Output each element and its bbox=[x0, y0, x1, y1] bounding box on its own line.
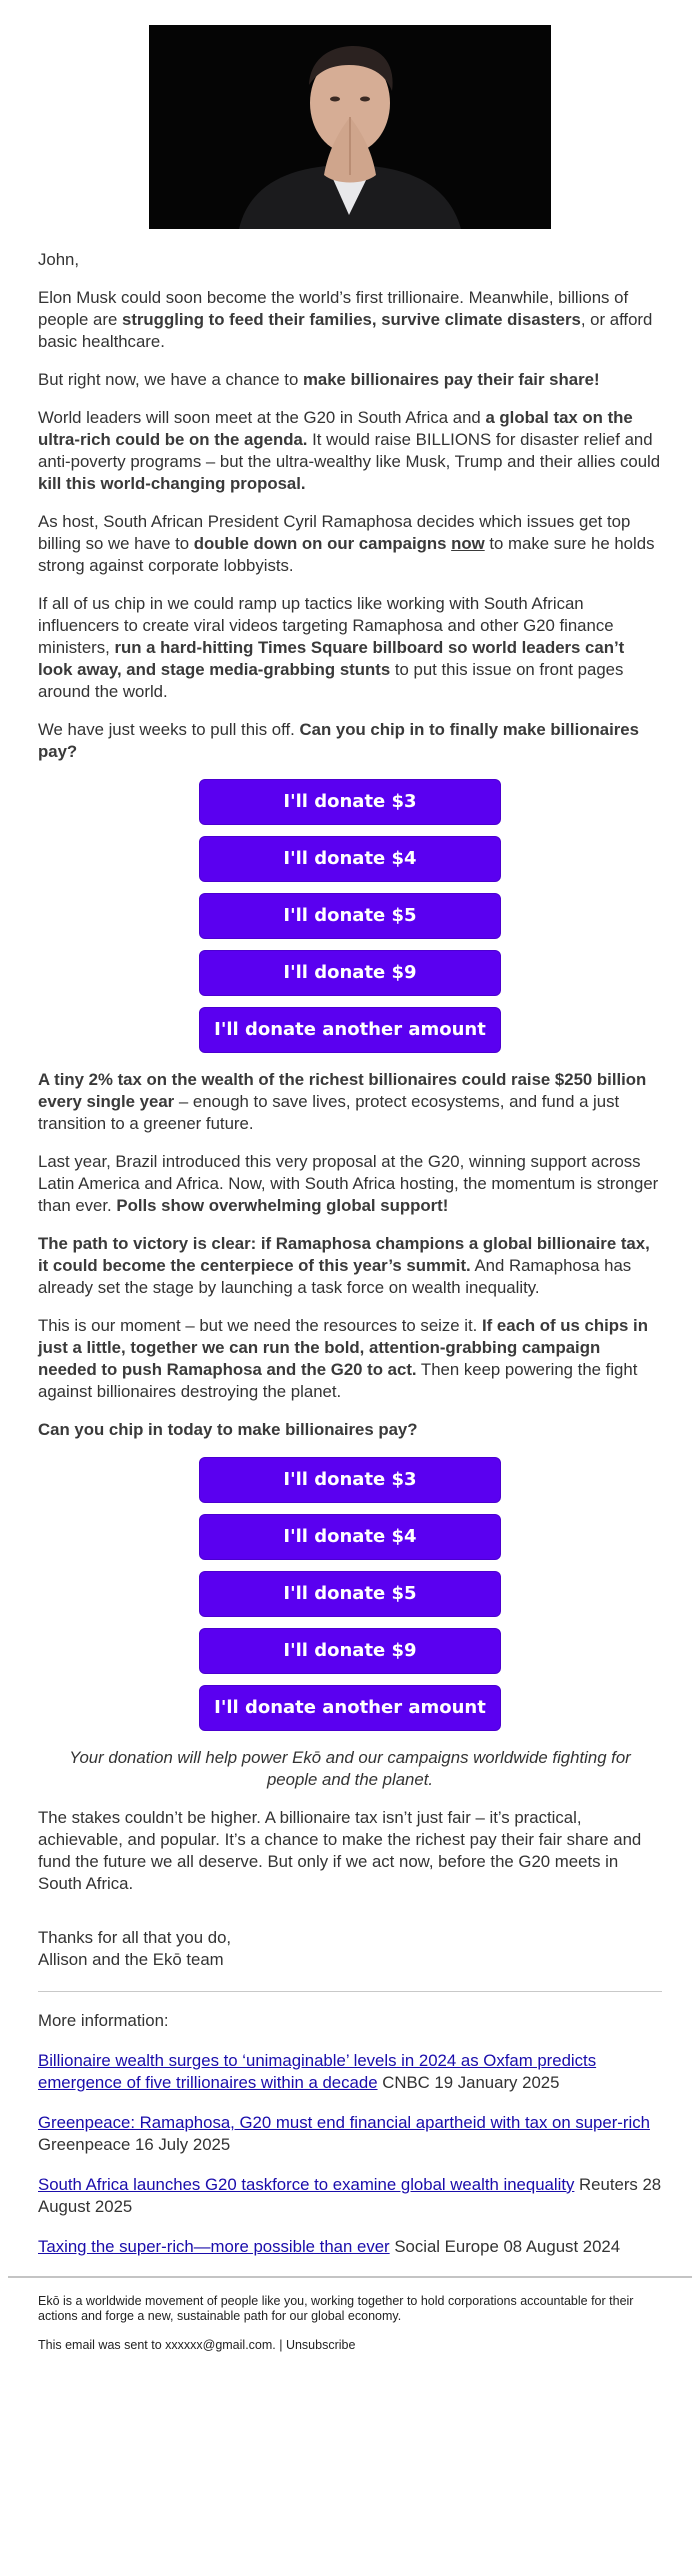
reference-link[interactable]: Billionaire wealth surges to ‘unimaginable’ levels in 2024 as Oxfam predicts emergence of five trillionaires within a decade bbox=[38, 2051, 597, 2092]
signoff-line-1: Thanks for all that you do, bbox=[38, 1928, 232, 1947]
paragraph-5: If all of us chip in we could ramp up tactics like working with South African influencers to create viral videos targeting Ramaphosa and other G20 finance ministers, run a hard-hitting Times Square billboard so world leaders can’t look away, and stage media-grabbing stunts to put this issue on front pages around the world. bbox=[38, 594, 625, 701]
reference-source: Social Europe 08 August 2024 bbox=[389, 2237, 621, 2256]
reference-link[interactable]: Greenpeace: Ramaphosa, G20 must end financial apartheid with tax on super-rich bbox=[38, 2113, 650, 2132]
signoff-line-2: Allison and the Ekō team bbox=[38, 1950, 224, 1969]
paragraph-6: We have just weeks to pull this off. Can you chip in to finally make billionaires pay? bbox=[38, 720, 639, 761]
reference-item bbox=[38, 2236, 662, 2258]
reference-link[interactable]: South Africa launches G20 taskforce to examine global wealth inequality bbox=[38, 2175, 575, 2194]
donate-other-button[interactable]: I'll donate another amount bbox=[199, 1007, 501, 1053]
donate-5-button[interactable]: I'll donate $5 bbox=[199, 1571, 501, 1617]
reference-source: CNBC 19 January 2025 bbox=[377, 2073, 560, 2092]
donate-buttons-group-2 bbox=[38, 1457, 662, 1731]
donate-9-button[interactable]: I'll donate $9 bbox=[199, 1628, 501, 1674]
reference-link[interactable]: Taxing the super-rich—more possible than ever bbox=[38, 2237, 390, 2256]
donate-4-button[interactable]: I'll donate $4 bbox=[199, 1514, 501, 1560]
donate-5-button[interactable]: I'll donate $5 bbox=[199, 893, 501, 939]
paragraph-11: Can you chip in today to make billionaires pay? bbox=[38, 1420, 418, 1439]
paragraph-7: A tiny 2% tax on the wealth of the richest billionaires could raise $250 billion every single year – enough to save lives, protect ecosystems, and fund a just transition to a greener future. bbox=[38, 1070, 647, 1133]
paragraph-10: This is our moment – but we need the resources to seize it. If each of us chips in just a little, together we can run the bold, attention-grabbing campaign needed to push Ramaphosa and the G20 to act. Then keep powering the fight against billionaires destroying the planet. bbox=[38, 1316, 648, 1401]
hero-photo bbox=[149, 25, 551, 229]
reference-source: Greenpeace 16 July 2025 bbox=[38, 2135, 231, 2154]
reference-item bbox=[38, 2112, 662, 2156]
paragraph-9: The path to victory is clear: if Ramaphosa champions a global billionaire tax, it could become the centerpiece of this year’s summit. And Ramaphosa has already set the stage by launching a task force on wealth inequality. bbox=[38, 1234, 650, 1297]
more-info-links bbox=[38, 2050, 662, 2258]
footer bbox=[0, 2278, 700, 2397]
unsubscribe-link[interactable]: Unsubscribe bbox=[285, 2338, 356, 2352]
paragraph-3: World leaders will soon meet at the G20 in South Africa and a global tax on the ultra-rich could be on the agenda. It would raise BILLIONS for disaster relief and anti-poverty programs – but the ultra-wealthy like Musk, Trump and their allies could kill this world-changing proposal. bbox=[38, 408, 661, 493]
donate-4-button[interactable]: I'll donate $4 bbox=[199, 836, 501, 882]
paragraph-8: Last year, Brazil introduced this very proposal at the G20, winning support across Latin America and Africa. Now, with South Africa hosting, the momentum is stronger than ever. Polls show overwhelming global support! bbox=[38, 1152, 659, 1215]
donate-other-button[interactable]: I'll donate another amount bbox=[199, 1685, 501, 1731]
donate-9-button[interactable]: I'll donate $9 bbox=[199, 950, 501, 996]
reference-item bbox=[38, 2174, 662, 2218]
paragraph-1: Elon Musk could soon become the world’s first trillionaire. Meanwhile, billions of people are struggling to feed their families, survive climate disasters, or afford basic healthcare. bbox=[38, 288, 653, 351]
divider bbox=[38, 1991, 662, 1992]
footer-about: Ekō is a worldwide movement of people like you, working together to hold corporations accountable for their actions and forge a new, sustainable path for our global economy. bbox=[38, 2294, 634, 2323]
greeting: John, bbox=[38, 250, 80, 269]
reference-source: Reuters 28 August 2025 bbox=[38, 2175, 662, 2216]
donate-3-button[interactable]: I'll donate $3 bbox=[199, 779, 501, 825]
paragraph-4: As host, South African President Cyril Ramaphosa decides which issues get top billing so we have to double down on our campaigns now to make sure he holds strong against corporate lobbyists. bbox=[38, 512, 655, 575]
footer-sent-to: This email was sent to xxxxxx@gmail.com. | Unsubscribe bbox=[38, 2338, 356, 2352]
donate-buttons-group-1 bbox=[38, 779, 662, 1053]
donate-3-button[interactable]: I'll donate $3 bbox=[199, 1457, 501, 1503]
reference-item bbox=[38, 2050, 662, 2094]
paragraph-2: But right now, we have a chance to make billionaires pay their fair share! bbox=[38, 370, 600, 389]
email-body bbox=[0, 25, 700, 2397]
more-info-title: More information: bbox=[38, 2011, 169, 2030]
donation-note: Your donation will help power Ekō and our campaigns worldwide fighting for people and the planet. bbox=[69, 1748, 631, 1789]
paragraph-12: The stakes couldn’t be higher. A billionaire tax isn’t just fair – it’s practical, achievable, and popular. It’s a chance to make the richest pay their fair share and fund the future we all deserve. But only if we act now, before the G20 meets in South Africa. bbox=[38, 1808, 642, 1893]
